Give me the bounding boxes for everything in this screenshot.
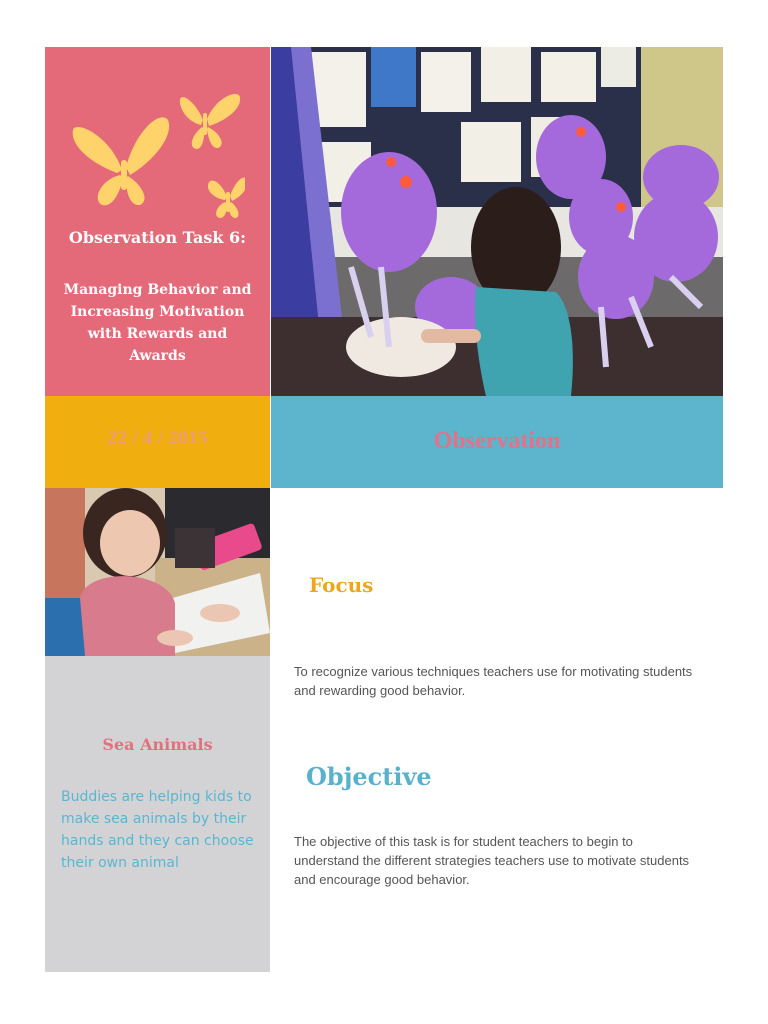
- butterfly-icons: [70, 75, 245, 225]
- photo-child-illustration: [45, 488, 270, 656]
- photo-balloons: [271, 47, 723, 396]
- photo-child-hand-print: [45, 488, 270, 656]
- date-text: 22 / 4 / 2015: [106, 427, 209, 449]
- objective-heading: Objective: [306, 762, 432, 791]
- photo-balloons-illustration: [271, 47, 723, 396]
- observation-block: [271, 396, 723, 488]
- sidebar-block: [45, 656, 270, 972]
- focus-heading: Focus: [309, 573, 374, 597]
- butterfly-large-icon: [73, 117, 169, 205]
- butterfly-small-icon: [208, 177, 245, 218]
- focus-body: To recognize various techniques teachers use for motivating students and rewarding good behavior.: [294, 664, 693, 698]
- date-block: [45, 396, 270, 488]
- title-block: [45, 47, 270, 396]
- task-title: Observation Task 6:: [68, 228, 247, 247]
- butterfly-medium-icon: [180, 94, 240, 149]
- sidebar-body: Buddies are helping kids to make sea animals by their hands and they can choose their own animal: [61, 789, 254, 871]
- sidebar-title: Sea Animals: [102, 735, 213, 754]
- observation-label: Observation: [433, 428, 561, 454]
- task-subtitle: Managing Behavior and Increasing Motivation with Rewards and Awards: [63, 282, 252, 364]
- objective-body: The objective of this task is for student teachers to begin to understand the different strategies teachers use to motivate students and encourage good behavior.: [294, 834, 690, 887]
